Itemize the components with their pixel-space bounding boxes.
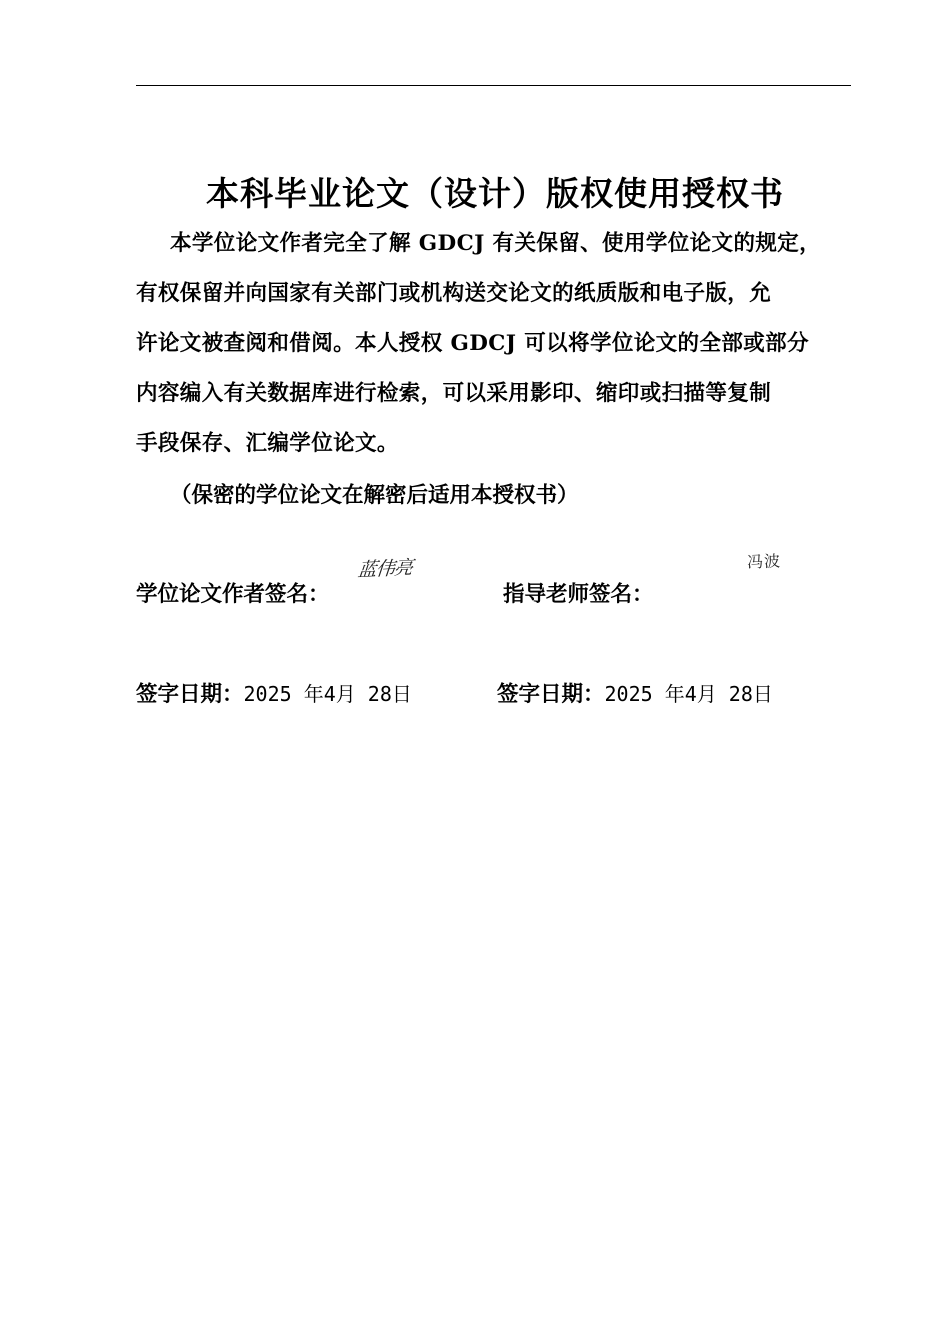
document-title: 本科毕业论文（设计）版权使用授权书 [206,174,784,213]
author-date-value: 2025 年4月 28日 [243,682,412,706]
advisor-handwritten-signature: 冯波 [746,551,782,572]
author-date-label: 签字日期： [136,682,244,707]
body-text-line-5: 手段保存、汇编学位论文。 [136,431,399,456]
advisor-signature-label: 指导老师签名： [503,582,654,607]
body-text-line-2: 有权保留并向国家有关部门或机构送交论文的纸质版和电子版，允 [136,281,772,306]
body-text-line-1: 本学位论文作者完全了解 GDCJ 有关保留、使用学位论文的规定， [170,231,822,256]
advisor-date-label: 签字日期： [497,682,605,707]
author-signature-label: 学位论文作者签名： [136,582,330,607]
author-sign-date [136,677,412,708]
advisor-date-value: 2025 年4月 28日 [604,682,773,706]
body-text-line-3: 许论文被查阅和借阅。本人授权 GDCJ 可以将学位论文的全部或部分 [136,331,809,356]
header-rule [136,85,851,86]
body-text-line-4: 内容编入有关数据库进行检索，可以采用影印、缩印或扫描等复制 [136,381,772,406]
advisor-sign-date [497,677,773,708]
author-handwritten-signature: 蓝伟亮 [356,556,414,582]
confidentiality-note: （保密的学位论文在解密后适用本授权书） [170,483,579,508]
